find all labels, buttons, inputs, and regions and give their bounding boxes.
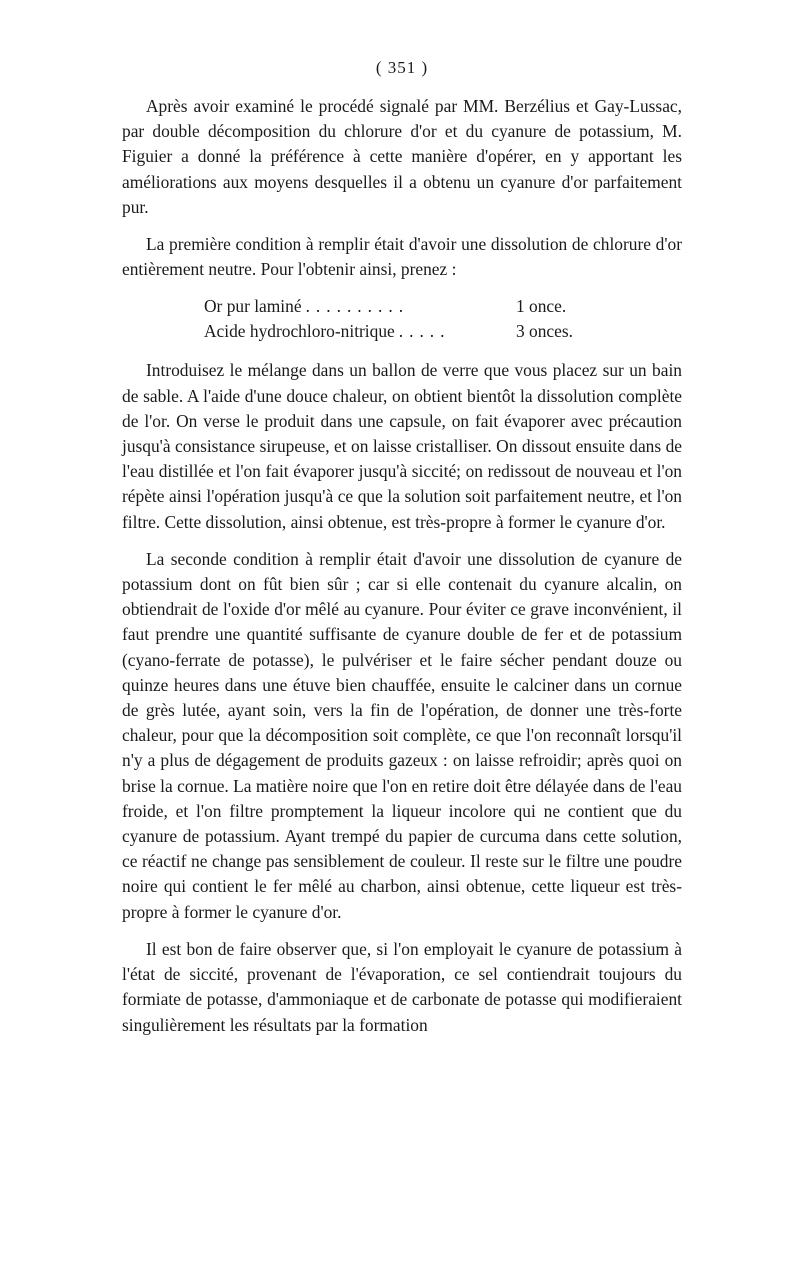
recipe-leader-dots: ..... xyxy=(398,321,451,342)
recipe-quantity: 1 once. xyxy=(516,296,567,317)
recipe-leader-dots: .......... xyxy=(305,296,410,317)
paragraph-observation: Il est bon de faire observer que, si l'on employait le cyanure de potassium à l'état de siccité, provenant de l'évaporation, ce sel contiendrait toujours du formiate de potasse, d'ammoniaque et de carbonate de potasse qui modifieraient singulièrement les résultats par la formation xyxy=(122,938,682,1035)
paragraph-second-condition: La seconde condition à remplir était d'avoir une dissolution de cyanure de potassium dont on fût bien sûr ; car si elle contenait du cyanure alcalin, on obtiendrait de l'oxide d'or mêlé au cyanure. Pour éviter ce grave inconvénient, il faut prendre une quantité suffisante de cyanure double de fer et de potassium (cyano-ferrate de potasse), le pulvériser et le faire sécher pendant douze ou quinze heures dans une étuve bien chauffée, ensuite le calciner dans un cornue de grès lutée, ayant soin, vers la fin de l'opération, de donner une très-forte chaleur, pour que la décomposition soit complète, ce que l'on reconnaît lorsqu'il n'y a plus de dégagement de produits gazeux : on laisse refroidir; après quoi on brise la cornue. La matière noire que l'on en retire doit être délayée dans de l'eau froide, et l'on filtre promptement la liqueur incolore qui ne contient que du cyanure de potassium. Ayant trempé du papier de curcuma dans cette solution, ce réactif ne change pas sensiblement de couleur. Il reste sur le filtre une poudre noire qui contient le fer mêlé au charbon, ainsi obtenue, cette liqueur est très-propre à former le cyanure d'or. xyxy=(122,548,682,922)
paragraph-intro: Après avoir examiné le procédé signalé par MM. Berzélius et Gay-Lussac, par double décomposition du chlorure d'or et du cyanure de potassium, M. Figuier a donné la préférence à cette manière d'opérer, en y apportant les améliorations aux moyens desquelles il a obtenu un cyanure d'or parfaitement pur. xyxy=(122,96,682,217)
recipe-ingredient: Or pur laminé xyxy=(204,296,302,317)
recipe-item xyxy=(204,319,594,344)
paragraph-first-condition: La première condition à remplir était d'avoir une dissolution de chlorure d'or entièrement neutre. Pour l'obtenir ainsi, prenez : xyxy=(122,234,682,280)
recipe-list xyxy=(204,294,682,344)
recipe-quantity: 3 onces. xyxy=(516,321,573,342)
book-page xyxy=(122,58,682,1050)
recipe-item xyxy=(204,294,594,319)
paragraph-procedure: Introduisez le mélange dans un ballon de verre que vous placez sur un bain de sable. A l'aide d'une douce chaleur, on obtient bientôt la dissolution complète de l'or. On verse le produit dans une capsule, on fait évaporer avec précaution jusqu'à consistance sirupeuse, et on laisse cristalliser. On dissout ensuite dans de l'eau distillée et l'on fait évaporer jusqu'à siccité; on redissout de nouveau et l'on répète ainsi l'opération jusqu'à ce que la solution soit parfaitement neutre, et l'on filtre. Cette dissolution, ainsi obtenue, est très-propre à former le cyanure d'or. xyxy=(122,360,682,532)
page-number: ( 351 ) xyxy=(375,58,429,77)
recipe-ingredient: Acide hydrochloro-nitrique xyxy=(204,321,395,342)
